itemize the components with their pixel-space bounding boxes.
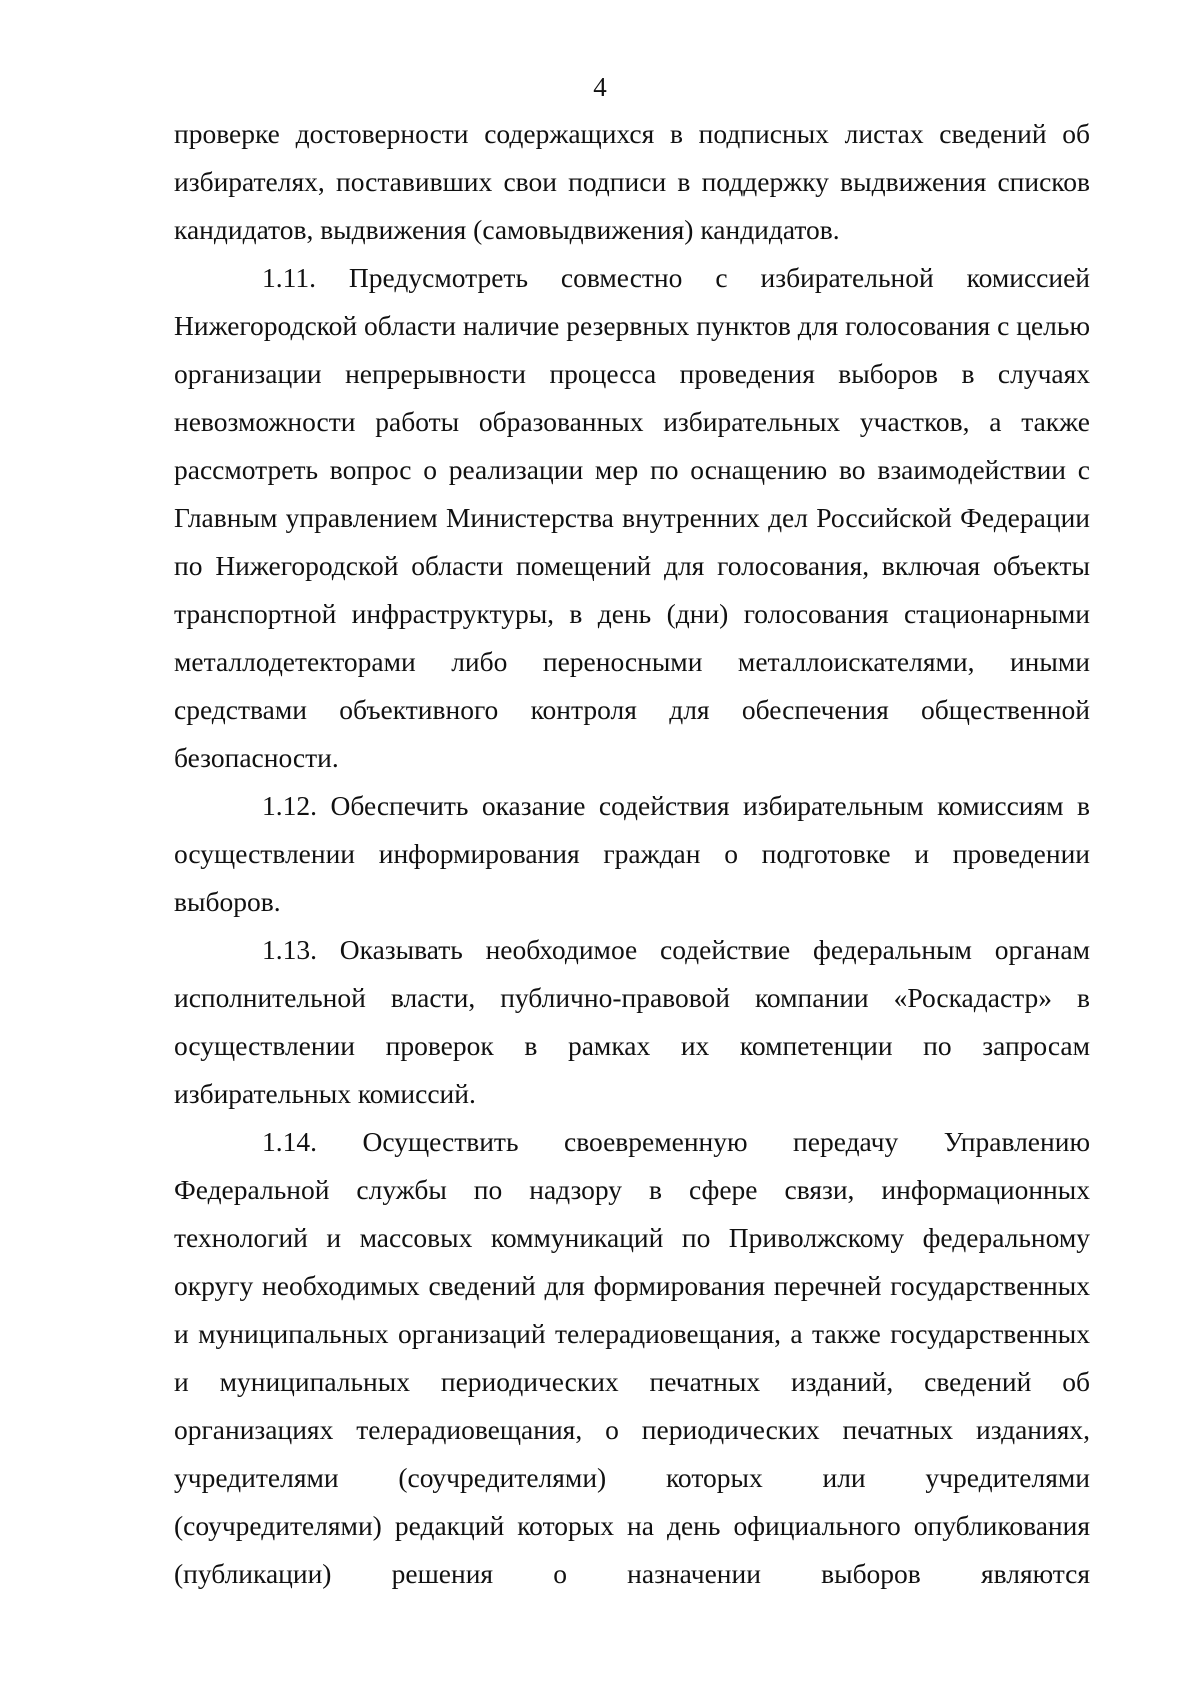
paragraph-1-13: 1.13. Оказывать необходимое содействие федеральным органам исполнительной власти, публично-правовой компании «Роскадастр» в осуществлении проверок в рамках их компетенции по запросам избирательных комиссий. [174, 934, 1090, 1109]
paragraph-1-11: 1.11. Предусмотреть совместно с избирательной комиссией Нижегородской области наличие резервных пунктов для голосования с целью организации непрерывности процесса проведения выборов в случаях невозможности работы образованных избирательных участков, а также рассмотреть вопрос о реализации мер по оснащению во взаимодействии с Главным управлением Министерства внутренних дел Российской Федерации по Нижегородской области помещений для голосования, включая объекты транспортной инфраструктуры, в день (дни) голосования стационарными металлодетекторами либо переносными металлоискателями, иными средствами объективного контроля для обеспечения общественной безопасности. [174, 262, 1090, 773]
paragraph-1-14: 1.14. Осуществить своевременную передачу Управлению Федеральной службы по надзору в сфере связи, информационных технологий и массовых коммуникаций по Приволжскому федеральному округу необходимых сведений для формирования перечней государственных и муниципальных организаций телерадиовещания, а также государственных и муниципальных периодических печатных изданий, сведений об организациях телерадиовещания, о периодических печатных изданиях, учредителями (соучредителями) которых или учредителями (соучредителями) редакций которых на день официального опубликования (публикации) решения о назначении выборов являются [174, 1126, 1090, 1589]
paragraph-continued: проверке достоверности содержащихся в подписных листах сведений об избирателях, поставивших свои подписи в поддержку выдвижения списков кандидатов, выдвижения (самовыдвижения) кандидатов. [174, 118, 1090, 245]
page-number: 4 [593, 72, 607, 102]
paragraph-1-12: 1.12. Обеспечить оказание содействия избирательным комиссиям в осуществлении информирования граждан о подготовке и проведении выборов. [174, 790, 1090, 917]
document-body [174, 110, 1090, 1598]
